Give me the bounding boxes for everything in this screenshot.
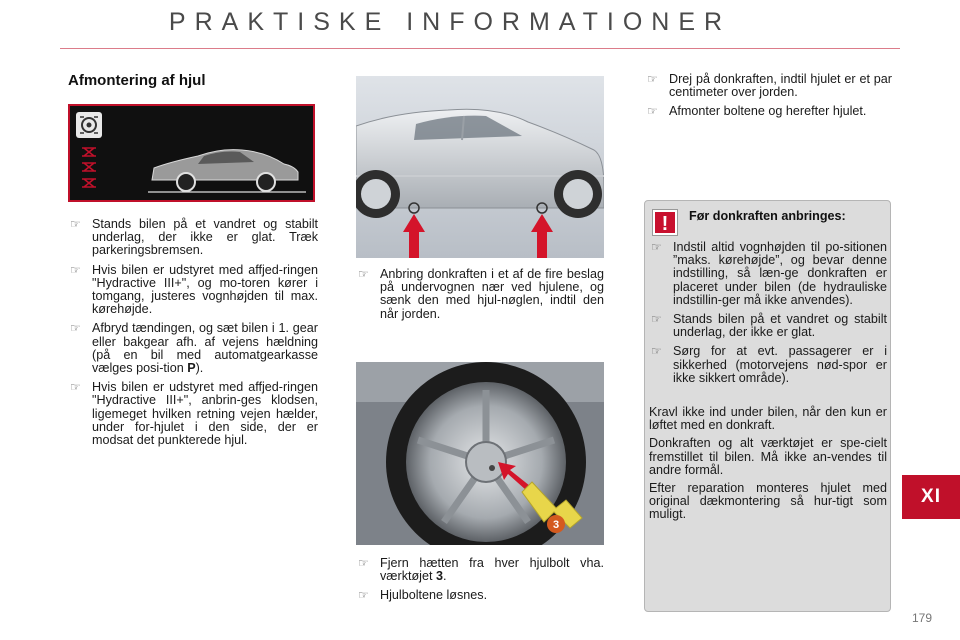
list-item: ☞ Hjulboltene løsnes. bbox=[358, 588, 488, 603]
list-item: ☞ Stands bilen på et vandret og stabilt underlag, der ikke er glat. bbox=[651, 312, 887, 340]
height-level-icon-3 bbox=[82, 179, 96, 187]
pointing-hand-icon: ☞ bbox=[358, 556, 369, 570]
warning-paragraph: Donkraften og alt værktøjet er spe-cielt fremstillet til bilen. Må ikke an-vendes til andre formål. bbox=[649, 436, 887, 477]
list-item: ☞ Sørg for at evt. passagerer er i sikkerhed (motorvejens nød-spor er ikke sikkert område). bbox=[651, 344, 887, 385]
list-item: ☞ Fjern hætten fra hver hjulbolt vha. værktøjet 3. bbox=[358, 556, 604, 584]
pointing-hand-icon: ☞ bbox=[70, 262, 81, 277]
list-item: ☞ Indstil altid vognhøjden til po-sitionen ”maks. kørehøjde”, og bevar denne indstilling, så læn-ge donkraften er placeret under bilen (de hydrauliske indstillin-ger må ikke anvendes). bbox=[651, 240, 887, 307]
pointing-hand-icon: ☞ bbox=[651, 312, 662, 327]
pointing-hand-icon: ☞ bbox=[358, 588, 369, 603]
chapter-tab[interactable]: XI bbox=[902, 475, 960, 519]
warning-paragraph: Efter reparation monteres hjulet med original dækmontering så hur-tigt som muligt. bbox=[649, 481, 887, 522]
pointing-hand-icon: ☞ bbox=[70, 380, 81, 395]
list-item: ☞ Afmonter boltene og herefter hjulet. bbox=[647, 104, 867, 119]
page-title: PRAKTISKE INFORMATIONER bbox=[168, 8, 732, 36]
car-jacking-points-photo bbox=[356, 76, 604, 258]
warning-icon: ! bbox=[653, 210, 677, 235]
pointing-hand-icon: ☞ bbox=[647, 104, 658, 119]
title-divider bbox=[60, 48, 900, 49]
ride-height-illustration bbox=[68, 104, 315, 202]
instruction-list-col3 bbox=[645, 73, 892, 125]
car-silhouette bbox=[148, 150, 306, 192]
height-level-icon-1 bbox=[82, 148, 96, 156]
callout-number: 3 bbox=[552, 519, 560, 531]
warning-paragraphs bbox=[649, 406, 887, 527]
pointing-hand-icon: ☞ bbox=[358, 267, 369, 281]
page-number: 179 bbox=[912, 611, 933, 625]
list-item: ☞ Afbryd tændingen, og sæt bilen i 1. gear eller bakgear afh. af vejens hældning (på en bil med automatgearkasse vælges posi-tion P). bbox=[70, 321, 318, 376]
tool-number: 3 bbox=[435, 569, 443, 584]
wheel-bolt bbox=[489, 465, 495, 471]
ride-height-diagram bbox=[70, 106, 313, 200]
list-item: ☞ Drej på donkraften, indtil hjulet er et par centimeter over jorden. bbox=[647, 72, 892, 100]
pointing-hand-icon: ☞ bbox=[651, 240, 662, 254]
pointing-hand-icon: ☞ bbox=[647, 72, 658, 86]
warning-paragraph: Kravl ikke ind under bilen, når den kun er løftet med en donkraft. bbox=[649, 405, 887, 433]
pointing-hand-icon: ☞ bbox=[70, 321, 81, 336]
height-level-icon-2 bbox=[82, 163, 96, 171]
wheel-bolt-cap-photo bbox=[356, 362, 604, 545]
section-heading: Afmontering af hjul bbox=[68, 72, 206, 89]
list-item: ☞ Hvis bilen er udstyret med affjed-ringen "Hydractive III+", og mo-toren kører i tomgang, justeres vognhøjden til max. kørehøjde. bbox=[70, 262, 318, 317]
warning-list bbox=[649, 241, 887, 391]
pointing-hand-icon: ☞ bbox=[70, 217, 81, 231]
warning-heading: Før donkraften anbringes: bbox=[689, 209, 846, 223]
instruction-list-col2 bbox=[356, 268, 604, 327]
pointing-hand-icon: ☞ bbox=[651, 344, 662, 359]
list-item: ☞ Stands bilen på et vandret og stabilt underlag, der ikke er glat. Træk parkeringsbremsen. bbox=[70, 217, 318, 258]
gear-position: P bbox=[187, 361, 196, 376]
list-item: ☞ Anbring donkraften i et af de fire beslag på undervognen nær ved hjulene, og sænk den med hjul-nøglen, indtil den når jorden. bbox=[358, 267, 604, 321]
instruction-list-col2b bbox=[356, 557, 604, 609]
instruction-list-col1 bbox=[68, 218, 318, 453]
list-item: ☞ Hvis bilen er udstyret med affjed-ringen "Hydractive III+", anbrin-ges klodsen, ligemeget hvilken retning vejen hælder, under for-hjulet i den side, der er modsat det punkterede hjul. bbox=[70, 380, 318, 448]
warning-box bbox=[644, 200, 891, 612]
